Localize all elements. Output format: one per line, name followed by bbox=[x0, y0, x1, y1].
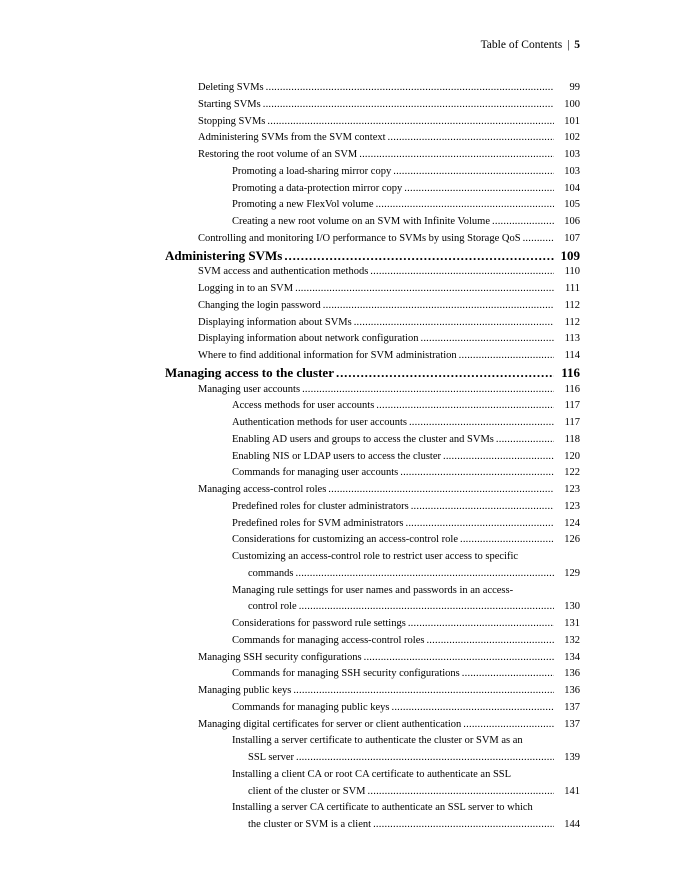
toc-entry-title: SVM access and authentication methods bbox=[198, 266, 369, 278]
toc-entry-title: Commands for managing public keys bbox=[232, 701, 390, 713]
toc-entry-wrapped[interactable] bbox=[0, 800, 680, 834]
toc-entry[interactable] bbox=[0, 482, 680, 499]
toc-entry-title: Managing public keys bbox=[198, 685, 292, 696]
dot-leader bbox=[299, 599, 554, 616]
toc-entry-page: 104 bbox=[564, 182, 580, 194]
toc-entry-title-line1: Installing a server CA certificate to authenticate an SSL server to which bbox=[232, 802, 533, 814]
toc-entry-page: 116 bbox=[564, 383, 580, 395]
toc-entry-page: 123 bbox=[564, 484, 580, 495]
toc-chapter-title: Managing access to the cluster bbox=[165, 364, 334, 380]
toc-entry-title: Controlling and monitoring I/O performance to SVMs by using Storage QoS bbox=[198, 232, 521, 244]
toc-entry-title: Creating a new root volume on an SVM with Infinite Volume bbox=[232, 216, 490, 227]
toc-entry[interactable] bbox=[0, 197, 680, 214]
toc-entry-page: 111 bbox=[565, 283, 580, 294]
toc-entry[interactable] bbox=[0, 214, 680, 231]
dot-leader bbox=[496, 432, 554, 449]
toc-entry-page: 114 bbox=[564, 350, 580, 361]
header-page-number: 5 bbox=[574, 39, 580, 51]
header-separator: | bbox=[567, 39, 570, 51]
toc-entry-continuation bbox=[0, 784, 680, 801]
toc-entry[interactable] bbox=[0, 499, 680, 516]
toc-entry-page: 136 bbox=[564, 668, 580, 680]
toc-entry[interactable] bbox=[0, 717, 680, 734]
toc-entry-title: Managing digital certificates for server or client authentication bbox=[198, 718, 462, 730]
toc-entry[interactable] bbox=[0, 231, 680, 248]
toc-entry-title: Commands for managing SSH security configurations bbox=[232, 668, 460, 680]
toc-entry-title: Promoting a data-protection mirror copy bbox=[232, 182, 403, 194]
dot-leader bbox=[359, 147, 554, 164]
toc-entry[interactable] bbox=[0, 465, 680, 482]
toc-entry[interactable] bbox=[0, 315, 680, 332]
dot-leader bbox=[267, 114, 554, 131]
dot-leader bbox=[336, 365, 554, 382]
toc-entry-title-line2: SSL server bbox=[248, 752, 294, 763]
toc-entry-page: 101 bbox=[564, 115, 580, 127]
toc-entry-title: Restoring the root volume of an SVM bbox=[198, 149, 358, 160]
toc-entry-title: Logging in to an SVM bbox=[198, 283, 294, 294]
toc-entry-page: 122 bbox=[564, 467, 580, 479]
toc-entry[interactable] bbox=[0, 616, 680, 633]
dot-leader bbox=[376, 398, 554, 415]
dot-leader bbox=[492, 214, 554, 231]
dot-leader bbox=[459, 348, 554, 365]
toc-entry[interactable] bbox=[0, 633, 680, 650]
table-of-contents bbox=[0, 80, 680, 834]
toc-entry-title: Managing access-control roles bbox=[198, 484, 327, 495]
toc-entry-title: Enabling NIS or LDAP users to access the cluster bbox=[232, 450, 441, 462]
toc-entry-title: Promoting a load-sharing mirror copy bbox=[232, 165, 392, 177]
toc-entry-title-line1: Installing a server certificate to authenticate the cluster or SVM as an bbox=[232, 735, 523, 747]
dot-leader bbox=[408, 616, 554, 633]
toc-entry-page: 144 bbox=[564, 819, 580, 830]
toc-entry-title: Starting SVMs bbox=[198, 98, 261, 110]
toc-entry[interactable] bbox=[0, 398, 680, 415]
toc-entry-page: 117 bbox=[564, 400, 580, 412]
dot-leader bbox=[443, 449, 554, 466]
toc-entry-title-line1: Customizing an access-control role to restrict user access to specific bbox=[232, 551, 519, 562]
toc-entry-page: 139 bbox=[564, 752, 580, 763]
toc-entry-page: 132 bbox=[564, 634, 580, 646]
toc-entry-title: Commands for managing user accounts bbox=[232, 467, 399, 479]
toc-entry[interactable] bbox=[0, 348, 680, 365]
toc-entry-continuation bbox=[0, 566, 680, 583]
dot-leader bbox=[462, 666, 554, 683]
toc-entry-page: 100 bbox=[564, 98, 580, 110]
toc-entry[interactable] bbox=[0, 382, 680, 399]
toc-entry-title-line1: Managing rule settings for user names and passwords in an access- bbox=[232, 584, 514, 596]
toc-entry[interactable] bbox=[0, 164, 680, 181]
dot-leader bbox=[370, 264, 554, 281]
toc-entry-title: Considerations for customizing an access-control role bbox=[232, 534, 458, 546]
dot-leader bbox=[284, 248, 554, 265]
dot-leader bbox=[373, 817, 554, 834]
dot-leader bbox=[463, 717, 554, 734]
toc-entry-page: 105 bbox=[564, 199, 580, 211]
dot-leader bbox=[296, 750, 554, 767]
toc-entry[interactable] bbox=[0, 700, 680, 717]
toc-entry[interactable] bbox=[0, 449, 680, 466]
toc-entry-title: Managing user accounts bbox=[198, 383, 301, 395]
toc-entry-page: 110 bbox=[564, 266, 580, 278]
toc-entry-title-line2: commands bbox=[248, 567, 294, 579]
toc-entry-title: Changing the login password bbox=[198, 299, 321, 311]
dot-leader bbox=[323, 298, 554, 315]
toc-entry[interactable] bbox=[0, 532, 680, 549]
toc-entry-page: 120 bbox=[564, 450, 580, 462]
toc-entry[interactable] bbox=[0, 264, 680, 281]
dot-leader bbox=[523, 231, 554, 248]
toc-chapter-title: Administering SVMs bbox=[165, 247, 283, 263]
toc-entry-page: 126 bbox=[564, 534, 580, 546]
dot-leader bbox=[426, 633, 554, 650]
toc-entry[interactable] bbox=[0, 281, 680, 298]
toc-entry-title-line2: client of the cluster or SVM bbox=[248, 785, 366, 797]
toc-entry-title-line1: Installing a client CA or root CA certificate to authenticate an SSL bbox=[232, 768, 512, 780]
toc-entry-page: 102 bbox=[564, 132, 580, 144]
toc-entry-title: Commands for managing access-control roles bbox=[232, 634, 425, 646]
toc-entry[interactable] bbox=[0, 147, 680, 164]
toc-entry-page: 130 bbox=[564, 601, 580, 613]
toc-entry[interactable] bbox=[0, 650, 680, 667]
toc-entry-title: Access methods for user accounts bbox=[232, 400, 375, 412]
dot-leader bbox=[391, 700, 554, 717]
toc-entry-page: 113 bbox=[564, 333, 580, 345]
toc-entry[interactable] bbox=[0, 130, 680, 147]
toc-entry-title-line2: the cluster or SVM is a client bbox=[248, 819, 372, 830]
dot-leader bbox=[409, 415, 554, 432]
toc-entry-page: 107 bbox=[564, 232, 580, 244]
toc-entry[interactable] bbox=[0, 415, 680, 432]
toc-entry-page: 103 bbox=[564, 165, 580, 177]
toc-entry-title: Enabling AD users and groups to access the cluster and SVMs bbox=[232, 433, 494, 445]
toc-entry[interactable] bbox=[0, 181, 680, 198]
toc-entry-wrapped[interactable] bbox=[0, 767, 680, 801]
toc-entry[interactable] bbox=[0, 516, 680, 533]
toc-entry-title: Managing SSH security configurations bbox=[198, 651, 362, 663]
dot-leader bbox=[388, 130, 554, 147]
toc-entry-title: Stopping SVMs bbox=[198, 115, 266, 127]
dot-leader bbox=[263, 97, 554, 114]
dot-leader bbox=[411, 499, 554, 516]
toc-entry-page: 112 bbox=[564, 299, 580, 311]
dot-leader bbox=[354, 315, 554, 332]
toc-entry-title: Considerations for password rule settings bbox=[232, 618, 406, 629]
toc-chapter-entry[interactable] bbox=[0, 365, 680, 382]
dot-leader bbox=[400, 465, 554, 482]
toc-entry-continuation bbox=[0, 599, 680, 616]
toc-entry-page: 112 bbox=[564, 316, 580, 328]
toc-entry-page: 117 bbox=[564, 417, 580, 428]
toc-entry-wrapped[interactable] bbox=[0, 549, 680, 583]
toc-entry[interactable] bbox=[0, 432, 680, 449]
toc-entry[interactable] bbox=[0, 666, 680, 683]
toc-chapter-page: 109 bbox=[560, 247, 580, 263]
dot-leader bbox=[460, 532, 554, 549]
toc-entry-page: 123 bbox=[564, 500, 580, 512]
dot-leader bbox=[405, 516, 554, 533]
toc-entry-page: 141 bbox=[564, 785, 580, 797]
dot-leader bbox=[420, 331, 554, 348]
toc-entry-title: Promoting a new FlexVol volume bbox=[232, 199, 374, 211]
toc-entry-page: 124 bbox=[564, 517, 580, 529]
dot-leader bbox=[295, 281, 554, 298]
dot-leader bbox=[364, 650, 554, 667]
dot-leader bbox=[302, 382, 554, 399]
dot-leader bbox=[404, 181, 554, 198]
dot-leader bbox=[368, 784, 554, 801]
toc-entry-wrapped[interactable] bbox=[0, 733, 680, 767]
dot-leader bbox=[376, 197, 554, 214]
toc-entry-continuation bbox=[0, 817, 680, 834]
toc-entry-title: Deleting SVMs bbox=[198, 82, 264, 93]
toc-entry[interactable] bbox=[0, 97, 680, 114]
toc-entry-title: Displaying information about SVMs bbox=[198, 316, 352, 328]
dot-leader bbox=[293, 683, 554, 700]
toc-entry[interactable] bbox=[0, 331, 680, 348]
toc-entry-page: 131 bbox=[564, 618, 580, 629]
toc-entry-continuation bbox=[0, 750, 680, 767]
toc-entry-page: 134 bbox=[564, 651, 580, 663]
toc-entry-page: 118 bbox=[564, 433, 580, 445]
dot-leader bbox=[296, 566, 555, 583]
dot-leader bbox=[328, 482, 554, 499]
toc-entry-title-line2: control role bbox=[248, 601, 297, 613]
toc-entry-title: Where to find additional information for SVM administration bbox=[198, 350, 457, 361]
toc-entry-page: 103 bbox=[564, 149, 580, 160]
toc-entry-title: Displaying information about network configuration bbox=[198, 333, 419, 345]
dot-leader bbox=[393, 164, 554, 181]
toc-entry[interactable] bbox=[0, 80, 680, 97]
dot-leader bbox=[266, 80, 554, 97]
page-header bbox=[481, 38, 580, 52]
toc-entry-title: Predefined roles for SVM administrators bbox=[232, 517, 404, 529]
toc-entry-page: 106 bbox=[564, 216, 580, 227]
header-title: Table of Contents bbox=[480, 39, 563, 51]
toc-entry-title: Administering SVMs from the SVM context bbox=[198, 132, 386, 144]
toc-entry-title: Predefined roles for cluster administrators bbox=[232, 500, 409, 512]
toc-entry-page: 136 bbox=[564, 685, 580, 696]
toc-entry-page: 99 bbox=[569, 82, 580, 93]
toc-entry-title: Authentication methods for user accounts bbox=[232, 417, 407, 428]
toc-entry[interactable] bbox=[0, 298, 680, 315]
toc-chapter-page: 116 bbox=[561, 364, 580, 380]
toc-entry-page: 129 bbox=[564, 567, 580, 579]
toc-entry-wrapped[interactable] bbox=[0, 583, 680, 617]
toc-entry-page: 137 bbox=[564, 718, 580, 730]
toc-entry-page: 137 bbox=[564, 701, 580, 713]
toc-chapter-entry[interactable] bbox=[0, 248, 680, 265]
toc-entry[interactable] bbox=[0, 114, 680, 131]
toc-entry[interactable] bbox=[0, 683, 680, 700]
